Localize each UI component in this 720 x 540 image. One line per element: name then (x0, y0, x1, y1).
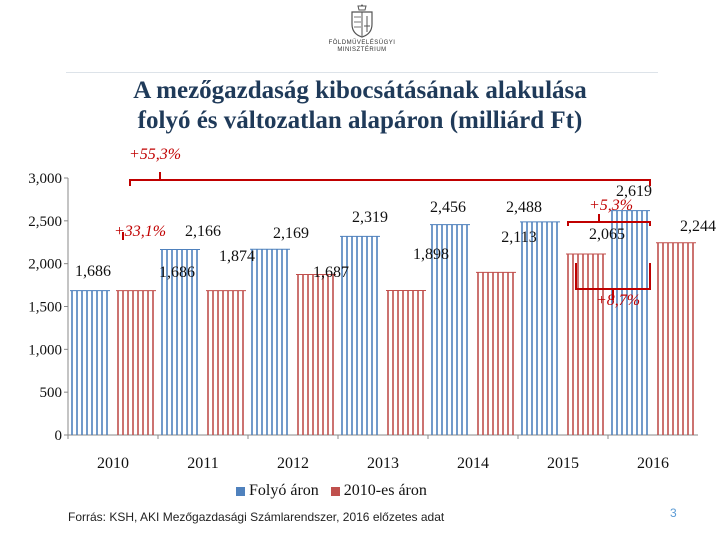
legend-label-2010: 2010-es áron (343, 482, 427, 499)
annotation-bracket (576, 263, 650, 289)
data-label: 1,898 (413, 246, 449, 263)
legend-swatch-2010 (331, 487, 340, 496)
legend-label-folyo: Folyó áron (249, 482, 319, 499)
ministry-name-line1: FÖLDMŰVELÉSÜGYI (328, 40, 396, 46)
data-label: 2,113 (501, 229, 537, 246)
x-tick-label: 2014 (457, 455, 489, 472)
legend-item-2010 (331, 482, 427, 499)
bar-2010-es-aron (386, 290, 426, 435)
data-label: 2,619 (616, 183, 652, 200)
y-tick-label: 0 (54, 428, 62, 444)
bar-folyo-aron (250, 249, 290, 435)
legend-swatch-folyo (236, 487, 245, 496)
x-tick-label: 2015 (547, 455, 579, 472)
x-tick-label: 2010 (97, 455, 129, 472)
data-label: 2,319 (352, 209, 388, 226)
chart-title-line1: A mezőgazdaság kibocsátásának alakulása (133, 77, 587, 104)
data-label: 1,687 (313, 264, 349, 281)
source-note: Forrás: KSH, AKI Mezőgazdasági Számlarendszer, 2016 előzetes adat (68, 510, 445, 524)
bar-2010-es-aron (476, 272, 516, 435)
bar-2010-es-aron (566, 254, 606, 435)
chart-title-line2: folyó és változatlan alapáron (milliárd Ft) (137, 107, 583, 134)
bar-folyo-aron (70, 291, 110, 435)
y-tick-label: 1,000 (28, 342, 62, 359)
data-label: 1,686 (159, 264, 195, 281)
annotation-bracket (130, 180, 650, 186)
data-label: 1,686 (75, 263, 111, 280)
bar-2010-es-aron (296, 274, 336, 435)
y-tick-label: 3,000 (28, 171, 62, 187)
y-tick-label: 2,000 (28, 256, 62, 273)
x-tick-label: 2016 (637, 455, 669, 472)
data-label: 2,065 (589, 226, 625, 243)
bar-2010-es-aron (656, 243, 696, 435)
chart-legend (236, 482, 435, 500)
annotation-label: +33,1% (113, 223, 167, 240)
data-label: 2,244 (680, 218, 716, 235)
data-label: 2,488 (506, 199, 542, 216)
x-tick-label: 2013 (367, 455, 399, 472)
bar-folyo-aron (610, 211, 650, 435)
x-tick-label: 2012 (277, 455, 309, 472)
x-tick-label: 2011 (187, 455, 219, 472)
bar-folyo-aron (520, 222, 560, 435)
data-label: 2,169 (273, 225, 309, 242)
y-tick-label: 2,500 (28, 213, 62, 230)
annotation-label: +55,3% (128, 146, 182, 163)
y-tick-label: 500 (39, 385, 62, 402)
annotation-label: +5,3% (588, 197, 634, 214)
data-label: 2,456 (430, 199, 466, 216)
legend-item-folyo (236, 482, 319, 499)
data-label: 2,166 (185, 223, 221, 240)
page-number: 3 (670, 506, 677, 520)
data-label: 1,874 (219, 248, 255, 265)
ministry-name-line2: MINISZTÉRIUM (337, 47, 387, 53)
bar-2010-es-aron (116, 291, 156, 435)
y-tick-label: 1,500 (28, 299, 62, 316)
annotation-label: +8,7% (595, 292, 641, 309)
bar-2010-es-aron (206, 291, 246, 435)
